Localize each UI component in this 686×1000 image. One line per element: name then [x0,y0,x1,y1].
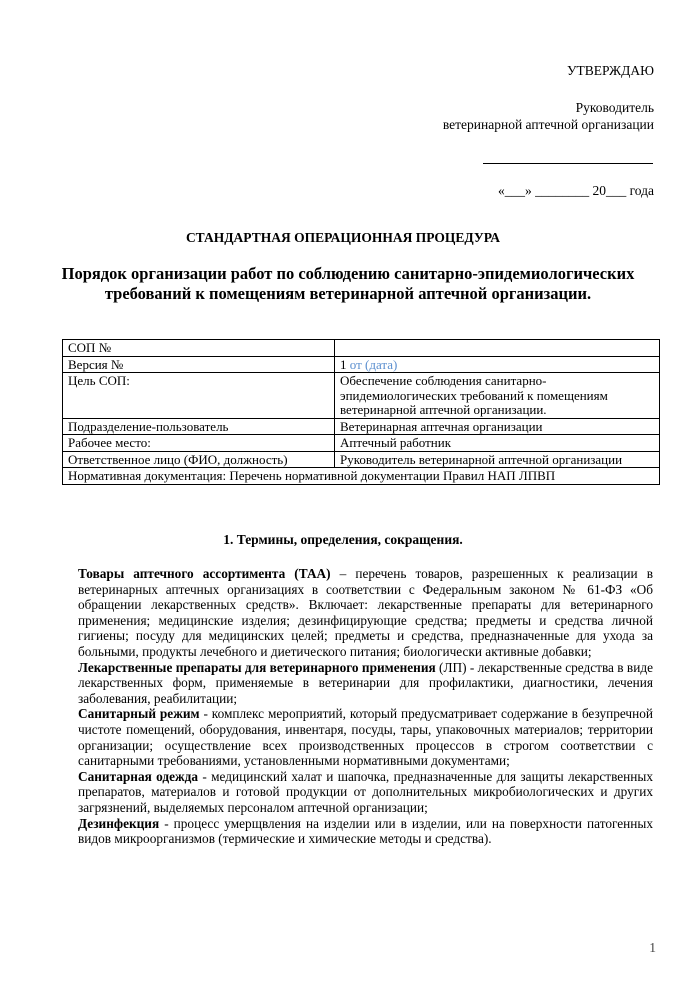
approval-head-line2: ветеринарной аптечной организации [442,117,654,132]
document-title: Порядок организации работ по соблюдению санитарно-эпидемиологических требований к помещениям ветеринарной аптечной организации. [61,264,635,303]
table-value-responsible: Руководитель ветеринарной аптечной организации [335,451,660,468]
version-number: 1 [340,356,347,372]
sop-info-table [62,339,660,485]
term-paragraph [78,769,653,816]
term-definition: (ЛП) - лекарственные средства в виде лекарственных форм, применяемые в ветеринарии для профилактики, диагностики, лечения заболевания, реабилитации; [78,659,653,706]
table-label-sop-number: СОП № [63,340,335,357]
term-paragraph [78,566,653,660]
signature-line [483,163,653,164]
table-row [63,468,660,485]
term-paragraph [78,660,653,707]
term-definition: - комплекс мероприятий, который предусматривает содержание в безупречной чистоте помещений, оборудования, инвентаря, посуды, тары, упаковочных материалов; территории организации; осуществление всех производственных процессов в строгом соответствии с санитарными требованиями, установленными нормативными документами; [78,706,653,769]
table-label-goal: Цель СОП: [63,373,335,419]
table-row [63,451,660,468]
approval-head [443,99,654,133]
table-row [63,373,660,419]
term-name: Дезинфекция [78,815,160,831]
term-definition: – перечень товаров, разрешенных к реализации в ветеринарных аптечных организациях в соответствии с Федеральным законом № 61-ФЗ «Об обращении лекарственных средств». Включает: лекарственные препараты для ветеринарного применения; медицинские изделия; дезинфицирующие средства; предметы и средства личной гигиены; посуду для медицинских целей; предметы и средства, предназначенные для ухода за больными, продукты лечебного и диетического питания; биологически активные добавки; [78,566,653,659]
term-name: Лекарственные препараты для ветеринарного применения [78,659,436,675]
term-name: Санитарная одежда [78,768,199,784]
table-row [63,418,660,435]
term-paragraph [78,816,653,847]
page-number: 1 [649,940,656,955]
table-row [63,435,660,452]
term-name: Санитарный режим [78,706,200,722]
table-label-workplace: Рабочее место: [63,435,335,452]
table-value-sop-number [335,340,660,357]
version-date-placeholder: от (дата) [349,356,398,372]
table-row [63,356,660,373]
table-value-version [335,356,660,373]
table-label-department: Подразделение-пользователь [63,418,335,435]
sop-heading: СТАНДАРТНАЯ ОПЕРАЦИОННАЯ ПРОЦЕДУРА [185,230,501,245]
term-definition: - медицинский халат и шапочка, предназначенные для защиты лекарственных препаратов, материалов и готовой продукции от дополнительных микробиологических и других загрязнений, выделяемых персоналом аптечной организации; [78,768,653,815]
terms-list [78,566,653,847]
table-normative-docs: Нормативная документация: Перечень нормативной документации Правил НАП ЛПВП [63,468,660,485]
table-label-responsible: Ответственное лицо (ФИО, должность) [63,451,335,468]
term-definition: - процесс умерщвления на изделии или в изделии, или на поверхности патогенных видов микроорганизмов (термические и химические методы и средства). [78,815,653,847]
table-value-goal: Обеспечение соблюдения санитарно-эпидемиологических требований к помещениям ветеринарной аптечной организации. [335,373,660,419]
table-label-version: Версия № [63,356,335,373]
table-value-department: Ветеринарная аптечная организации [335,418,660,435]
approval-date: «___» ________ 20___ года [497,183,654,198]
approval-title: УТВЕРЖДАЮ [566,63,654,78]
table-value-workplace: Аптечный работник [335,435,660,452]
term-name: Товары аптечного ассортимента (ТАА) [78,566,331,581]
table-row [63,340,660,357]
approval-head-line1: Руководитель [575,100,654,115]
term-paragraph [78,706,653,768]
section-title: 1. Термины, определения, сокращения. [223,532,463,547]
